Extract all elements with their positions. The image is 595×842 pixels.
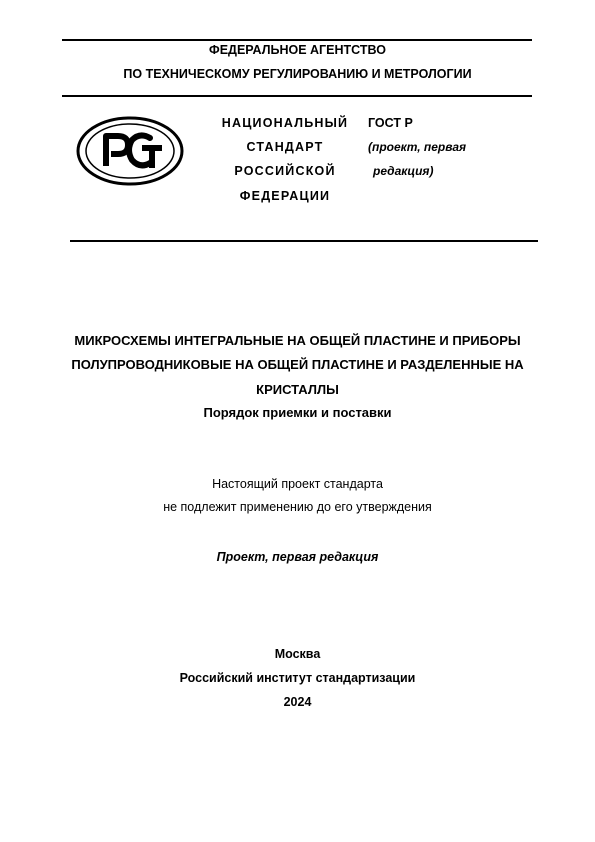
footer-city: Москва (274, 647, 321, 661)
agency-line-2: ПО ТЕХНИЧЕСКОМУ РЕГУЛИРОВАНИЮ И МЕТРОЛОГИИ (123, 67, 472, 81)
rst-certification-logo-icon (76, 116, 184, 186)
notice-line-1: Настоящий проект стандарта (212, 477, 383, 491)
gost-sub-line-1: (проект, первая (368, 140, 467, 154)
title-line-3: КРИСТАЛЛЫ (256, 382, 339, 397)
logo-block-rule (70, 240, 538, 242)
draft-label: Проект, первая редакция (216, 550, 379, 564)
agency-line-1: ФЕДЕРАЛЬНОЕ АГЕНТСТВО (209, 43, 386, 57)
title-line-2: ПОЛУПРОВОДНИКОВЫЕ НА ОБЩЕЙ ПЛАСТИНЕ И РАЗДЕЛЕННЫЕ НА (71, 357, 524, 372)
national-line-4: ФЕДЕРАЦИИ (239, 189, 331, 203)
header-rule (62, 95, 532, 97)
top-rule (62, 39, 532, 41)
national-line-3: РОССИЙСКОЙ (234, 164, 336, 178)
gost-sub-line-2: редакция) (373, 164, 434, 178)
national-line-1: НАЦИОНАЛЬНЫЙ (221, 116, 349, 130)
notice-line-2: не подлежит применению до его утверждения (163, 500, 432, 514)
national-line-2: СТАНДАРТ (246, 140, 324, 154)
subtitle: Порядок приемки и поставки (203, 405, 392, 420)
footer-institute: Российский институт стандартизации (179, 671, 416, 685)
footer-year: 2024 (283, 695, 312, 709)
gost-label: ГОСТ Р (368, 116, 413, 130)
title-line-1: МИКРОСХЕМЫ ИНТЕГРАЛЬНЫЕ НА ОБЩЕЙ ПЛАСТИНЕ И ПРИБОРЫ (74, 333, 521, 348)
